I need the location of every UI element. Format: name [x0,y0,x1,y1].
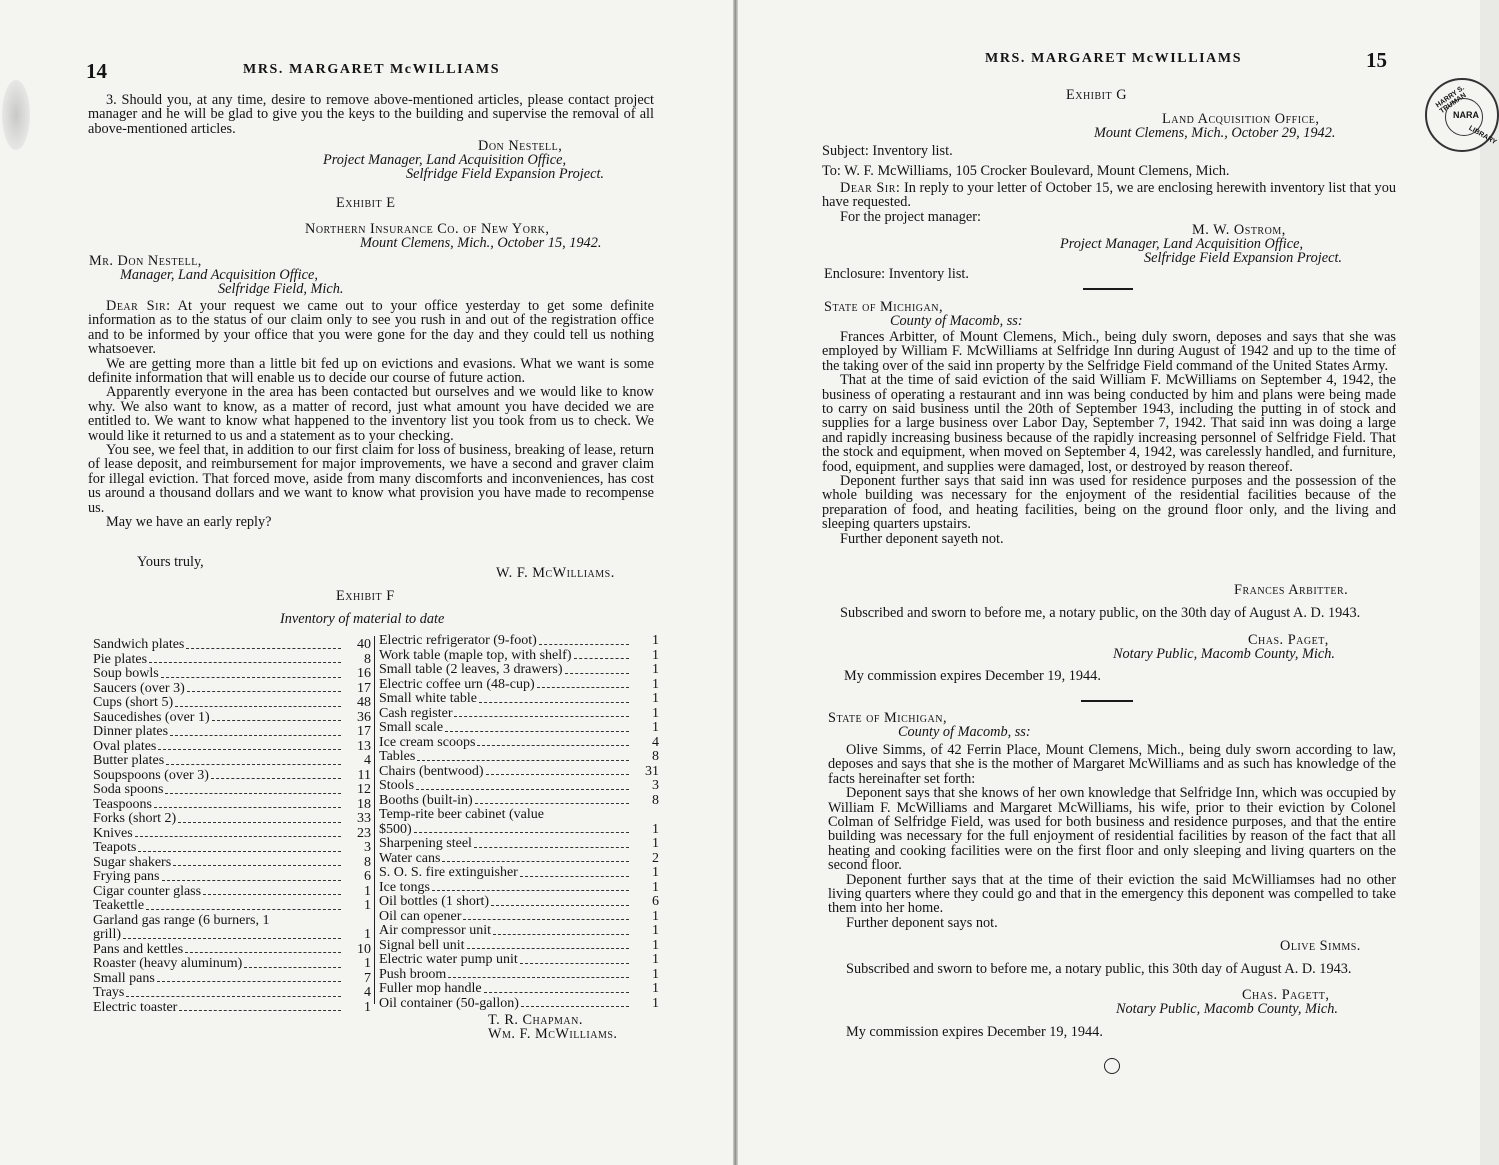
inventory-row [93,653,371,668]
inventory-row [93,798,371,813]
leader-dots [475,803,629,804]
inventory-item-label: Electric water pump unit [379,952,518,967]
inventory-item-label: Electric coffee urn (48-cup) [379,676,535,692]
affidavit-2-p2: Deponent says that she knows of her own knowledge that Selfridge Inn, which was occupied by William F. McWilliams and Margaret McWilliams, his wife, prior to their eviction by Colonel Colman of Selfridge Field, was used for both business and residence purposes, and that the entire building was necessary for the full enjoyment of residential facilities by reason of the fact that all heating and cooking facilities were on the first floor and only sleeping and living quarters on the second floor. [828,785,1396,874]
inventory-item-label: Garland gas range (6 burners, 1 [93,912,270,928]
inventory-row [379,634,659,649]
inventory-item-label: Work table (maple top, with shelf) [379,647,572,663]
inventory-item-label: Cigar counter glass [93,883,202,899]
leader-dots [161,677,341,678]
inventory-row [379,692,659,707]
inventory-item-qty: 8 [652,749,659,764]
affidavit-2-deponent: Olive Simms. [1280,938,1361,954]
leader-dots [126,996,341,997]
item-3-paragraph [88,93,654,136]
leader-dots [165,793,341,794]
leader-dots [212,720,341,721]
inventory-item-qty: 1 [652,633,659,648]
inventory-item-qty: 1 [652,705,659,721]
inventory-row [379,779,659,794]
inventory-item-qty: 1 [652,981,659,996]
inventory-item-label: Soda spoons [93,782,164,797]
inventory-row [379,663,659,678]
affidavit-2-commission: My commission expires December 19, 1944. [846,1024,1103,1040]
leader-dots [432,890,629,891]
right-page [738,0,1480,1165]
inventory-item-label: Temp-rite beer cabinet (value [379,807,544,822]
inventory-item-label: Small pans [93,970,155,986]
inventory-left-column [93,638,371,1015]
inventory-row [379,765,659,780]
inventory-row [379,968,659,983]
inventory-row [93,682,371,697]
leader-dots [574,658,630,659]
signer-project: Selfridge Field Expansion Project. [406,166,604,182]
affidavit-1-notary: Chas. Paget, [1248,632,1329,648]
inventory-row [93,812,371,827]
inventory-item-qty: 1 [364,898,371,913]
stamp-side-text: LIBRARY [1467,124,1498,147]
exhibit-e-p3: Apparently everyone in the area has been contacted but ourselves and we would like to know why. We also want to know, as a matter of record, just what amount you have decided we are entitled to. We want to know what happened to the inventory list you took from us to check. We would like it returned to us and a statement as to your checking. [88,384,654,444]
leader-dots [138,851,341,852]
leader-dots [154,807,341,808]
inventory-row [93,783,371,798]
inventory-item-qty: 33 [357,811,371,826]
leader-dots [186,648,341,649]
inventory-row [379,649,659,664]
inventory-item-label: Air compressor unit [379,923,491,938]
exhibit-e-p4: You see, we feel that, in addition to our first claim for loss of business, breaking of lease, return of lease deposit, and reimbursement for major improvements, we have a second and graver claim for illegal eviction. That forced move, aside from many discomforts and inconveniences, has cost us around a thousand dollars and we want to know what provision you have made to recompense us. [88,442,654,516]
affidavit-2-p1: Olive Simms, of 42 Ferrin Place, Mount Clemens, Mich., being duly sworn according to law, deposes and says that she is the mother of Margaret McWilliams and as such has knowledge of the facts hereinafter set forth: [828,742,1396,787]
inventory-row [379,808,659,823]
inventory-row [379,823,659,838]
leader-dots [135,836,341,837]
stamp-top-text: HARRY S. TRUMAN [1434,84,1468,116]
inventory-row [379,721,659,736]
leader-dots [445,731,629,732]
inventory-item-qty: 1 [652,662,659,677]
inventory-item-label: Sandwich plates [93,637,185,652]
exhibit-e-p2: We are getting more than a little bit fed up on evictions and evasions. What we want is some definite information that will enable us to decide our course of future action. [88,355,654,387]
leader-dots [486,774,629,775]
inventory-item-qty: 13 [357,738,371,754]
affidavit-1-subscribed [822,606,1396,620]
affidavit-2-notary-title: Notary Public, Macomb County, Mich. [1116,1001,1338,1017]
leader-dots [157,981,341,982]
inventory-item-qty: 4 [652,734,659,750]
exhibit-g-to: To: W. F. McWilliams, 105 Crocker Boulevard, Mount Clemens, Mich. [822,163,1230,179]
inventory-item-qty: 48 [357,695,371,710]
affidavit-1-state: State of Michigan, [824,299,944,315]
affidavit-2-p4: Further deponent says not. [846,914,998,931]
addressee-name: Mr. Don Nestell, [89,253,202,269]
inventory-row [93,841,371,856]
affidavit-1-p2: That at the time of said eviction of the said William F. McWilliams on September 4, 1942, the business of operating a restaurant and inn was being conducted by him and plans were being made to carry on said business until the 20th of September 1943, including the putting in of stock and supplies for a large business over Labor Day, September 7, 1942. That said inn was doing a large and rapidly increasing business because of the rapidly increasing personnel of Selfridge Field. That the stock and equipment, when moved on September 4, 1942, was carelessly handled, and furniture, food, equipment, and supplies were damaged, lost, or destroyed by reason thereof. [822,372,1396,475]
leader-dots [178,822,341,823]
leader-dots [158,749,341,750]
affidavit-2-county: County of Macomb, ss: [898,724,1031,740]
inventory-item-label: grill) [93,927,121,942]
inventory-item-qty: 1 [652,865,659,880]
inventory-row [93,754,371,769]
inventory-item-label: Knives [93,825,133,841]
inventory-row [93,711,371,726]
leader-dots [479,702,629,703]
inventory-item-qty: 1 [652,720,659,735]
inventory-item-label: Electric toaster [93,999,178,1015]
leader-dots [467,948,629,949]
inventory-row [93,972,371,987]
inventory-row [379,881,659,896]
leader-dots [123,938,341,939]
affidavit-1-county: County of Macomb, ss: [890,313,1023,329]
exhibit-g-body [822,181,1396,224]
inventory-item-label: Small scale [379,720,444,735]
leader-dots [173,865,341,866]
leader-dots [491,905,629,906]
leader-dots [565,673,630,674]
left-page [0,0,735,1165]
exhibit-g-place-date: Mount Clemens, Mich., October 29, 1942. [1094,125,1336,141]
inventory-item-qty: 4 [364,985,371,1000]
exhibit-g-for-line: For the project manager: [840,208,981,225]
inventory-row [93,914,371,929]
leader-dots [179,1010,341,1011]
section-divider [1083,288,1133,290]
inventory-item-qty: 40 [357,637,371,652]
inventory-item-qty: 11 [357,767,371,783]
page-number: 15 [1366,48,1387,72]
inventory-item-label: Teakettle [93,898,145,913]
leader-dots [170,735,341,736]
inventory-row [93,638,371,653]
inventory-divider [374,636,375,1004]
exhibit-e-heading: Exhibit E [336,195,396,211]
inventory-row [379,939,659,954]
inventory-row [379,866,659,881]
inventory-item-qty: 1 [652,995,659,1011]
inventory-row [379,750,659,765]
inventory-item-label: Oval plates [93,738,157,754]
inventory-item-qty: 1 [652,879,659,895]
inventory-item-label: $500) [379,821,412,837]
exhibit-e-org: Northern Insurance Co. of New York, [305,221,550,237]
stamp-center-text: NARA [1453,110,1479,120]
inventory-item-qty: 1 [652,908,659,924]
inventory-item-qty: 17 [357,680,371,696]
inventory-item-qty: 16 [357,666,371,681]
inventory-item-qty: 1 [652,691,659,706]
inventory-item-qty: 17 [357,724,371,739]
inventory-item-label: Soup bowls [93,666,159,681]
inventory-row [93,943,371,958]
inventory-item-qty: 23 [357,825,371,841]
inventory-row [93,986,371,1001]
exhibit-e-p5: May we have an early reply? [106,514,272,531]
inventory-row [379,910,659,925]
leader-dots [484,992,629,993]
inventory-item-label: S. O. S. fire extinguisher [379,865,518,880]
exhibit-g-subject: Subject: Inventory list. [822,143,953,159]
inventory-item-qty: 1 [652,937,659,953]
inventory-item-qty: 1 [652,952,659,967]
leader-dots [162,880,342,881]
leader-dots [187,691,341,692]
inventory-row [93,957,371,972]
inventory-item-qty: 18 [357,796,371,812]
inventory-item-label: Cups (short 5) [93,695,174,710]
inventory-item-qty: 3 [652,778,659,793]
affidavit-2-p3: Deponent further says that at the time of their eviction the said McWilliamses had no other living quarters where they could go and that in the emergency this deponent was compelled to take them into her home. [828,871,1396,917]
inventory-item-qty: 12 [357,782,371,797]
inventory-row [379,678,659,693]
running-head: MRS. MARGARET McWILLIAMS [243,62,501,77]
inventory-item-label: Saucers (over 3) [93,680,185,696]
inventory-item-label: Booths (built-in) [379,792,473,808]
inventory-item-label: Sharpening steel [379,836,472,851]
circle-mark [1104,1058,1120,1074]
signer-title: Project Manager, Land Acquisition Office, [323,152,567,168]
inventory-item-label: Ice cream scoops [379,734,476,750]
inventory-item-qty: 36 [357,709,371,725]
inventory-item-label: Pie plates [93,651,148,667]
leader-dots [185,952,341,953]
inventory-row [379,837,659,852]
page-number: 14 [86,59,107,83]
inventory-item-label: Oil bottles (1 short) [379,894,490,909]
inventory-row [379,794,659,809]
exhibit-g-body-text [822,181,1396,210]
inventory-row [93,885,371,900]
exhibit-e-body [88,299,654,530]
inventory-item-label: Ice tongs [379,879,430,895]
page-smudge [2,80,30,150]
inventory-item-qty: 1 [364,927,371,942]
inventory-row [93,899,371,914]
inventory-row [379,982,659,997]
inventory-item-label: Teaspoons [93,796,152,812]
inventory-item-label: Electric refrigerator (9-foot) [379,633,537,648]
library-stamp [1425,78,1499,152]
inventory-row [379,924,659,939]
inventory-item-label: Sugar shakers [93,854,172,870]
salutation: Dear Sir: [840,180,901,196]
inventory-item-label: Push broom [379,966,447,982]
leader-dots [203,894,341,895]
exhibit-g-office: Land Acquisition Office, [1162,111,1320,127]
inventory-item-qty: 1 [364,956,371,971]
inventory-item-label: Frying pans [93,869,160,884]
leader-dots [474,847,629,848]
affidavit-2-notary: Chas. Pagett, [1242,987,1330,1003]
inventory-item-qty: 1 [652,923,659,938]
running-head: MRS. MARGARET McWILLIAMS [985,51,1243,66]
inventory-signature-2: Wm. F. McWilliams. [488,1026,618,1042]
exhibit-e-p1 [88,299,654,357]
exhibit-g-enclosure: Enclosure: Inventory list. [824,266,969,282]
leader-dots [463,919,629,920]
inventory-item-qty: 1 [652,836,659,851]
leader-dots [244,967,341,968]
inventory-item-label: Small white table [379,691,477,706]
exhibit-e-place-date: Mount Clemens, Mich., October 15, 1942. [360,235,602,251]
inventory-row [93,827,371,842]
inventory-item-label: Fuller mop handle [379,981,482,996]
inventory-row [379,953,659,968]
inventory-row [93,740,371,755]
exhibit-g-heading: Exhibit G [1066,87,1128,103]
affidavit-1-deponent: Frances Arbitter. [1234,582,1349,598]
affidavit-1-commission: My commission expires December 19, 1944. [844,668,1101,684]
inventory-item-qty: 4 [364,753,371,768]
exhibit-e-signature: W. F. McWilliams. [496,565,615,581]
inventory-item-qty: 10 [357,941,371,957]
leader-dots [520,963,629,964]
affidavit-2-subscribed-text: Subscribed and sworn to before me, a notary public, this 30th day of August A. D. 1943. [846,961,1352,977]
addressee-title: Manager, Land Acquisition Office, [120,267,318,283]
inventory-item-label: Forks (short 2) [93,811,177,826]
salutation: Dear Sir: [106,298,171,314]
item-3-text: 3. Should you, at any time, desire to remove above-mentioned articles, please contact project manager and he will be glad to give you the keys to the building and supervise the removal of all above-mentioned articles. [88,92,654,137]
leader-dots [166,764,341,765]
exhibit-f-subtitle: Inventory of material to date [280,611,445,627]
inventory-item-qty: 7 [364,970,371,986]
inventory-item-qty: 8 [364,651,371,667]
exhibit-g-signer-name: M. W. Ostrom, [1192,222,1286,238]
inventory-item-qty: 1 [652,966,659,982]
exhibit-e-p1-text: At your request we came out to your office yesterday to get some definite information as to the status of our claim only to see you rush in and out of the registration office and to be informed by your office that you were gone for the day and they could tell us nothing whatsoever. [88,298,654,358]
signer-name: Don Nestell, [478,138,563,154]
inventory-row [379,895,659,910]
exhibit-f-heading: Exhibit F [336,588,395,604]
affidavit-1-p4: Further deponent sayeth not. [840,530,1004,547]
inventory-row [379,707,659,722]
exhibit-g-signer-title: Project Manager, Land Acquisition Office, [1060,236,1304,252]
inventory-item-qty: 31 [645,763,659,779]
inventory-item-qty: 2 [652,850,659,866]
leader-dots [539,644,629,645]
affidavit-2-subscribed [828,962,1396,976]
inventory-item-qty: 1 [364,999,371,1015]
inventory-right-column [379,634,659,1011]
leader-dots [414,832,629,833]
affidavit-1-p1: Frances Arbitter, of Mount Clemens, Mich., being duly sworn, deposes and says that she was employed by William F. McWilliams at Selfridge Inn during August of 1942 and up to the time of the taking over of the said inn property by the Selfridge Field command of the United States Army. [822,329,1396,374]
affidavit-2-state: State of Michigan, [828,710,948,726]
inventory-item-qty: 1 [364,883,371,899]
inventory-row [379,997,659,1012]
inventory-item-label: Butter plates [93,753,165,768]
inventory-item-qty: 1 [652,647,659,663]
inventory-item-label: Roaster (heavy aluminum) [93,956,243,971]
inventory-item-qty: 8 [364,854,371,870]
section-divider [1081,700,1133,702]
inventory-item-label: Soupspoons (over 3) [93,767,209,783]
inventory-row [93,696,371,711]
leader-dots [416,789,629,790]
inventory-item-qty: 6 [364,869,371,884]
affidavit-1-subscribed-text: Subscribed and sworn to before me, a notary public, on the 30th day of August A. D. 1943. [840,605,1361,621]
inventory-row [93,667,371,682]
leader-dots [520,876,629,877]
leader-dots [477,745,629,746]
affidavit-1-notary-title: Notary Public, Macomb County, Mich. [1113,646,1335,662]
inventory-item-qty: 6 [652,894,659,909]
inventory-item-label: Dinner plates [93,724,169,739]
closing: Yours truly, [137,554,204,570]
leader-dots [454,716,629,717]
inventory-signature-1: T. R. Chapman. [488,1012,583,1028]
affidavit-1-p3: Deponent further says that said inn was used for residence purposes and the possession of the whole building was necessary for the enjoyment of the residential facilities because of the preparation of food, and heating facilities, being on the ground floor only, and the living and sleeping quarters upstairs. [822,473,1396,533]
inventory-item-label: Tables [379,749,416,764]
affidavit-1-body [822,330,1396,546]
inventory-item-qty: 1 [652,676,659,692]
leader-dots [537,687,629,688]
affidavit-2-body [828,743,1396,930]
inventory-item-label: Chairs (bentwood) [379,763,484,779]
inventory-item-label: Teapots [93,840,137,855]
inventory-item-label: Oil container (50-gallon) [379,995,519,1011]
inventory-item-label: Water cans [379,850,441,866]
inventory-item-label: Saucedishes (over 1) [93,709,210,725]
inventory-item-qty: 3 [364,840,371,855]
leader-dots [417,760,629,761]
inventory-item-label: Pans and kettles [93,941,184,957]
inventory-item-label: Oil can opener [379,908,462,924]
inventory-item-label: Signal bell unit [379,937,465,953]
exhibit-g-body-content: In reply to your letter of October 15, we are enclosing herewith inventory list that you have requested. [822,180,1396,211]
inventory-row [93,769,371,784]
inventory-row [379,736,659,751]
leader-dots [211,778,341,779]
inventory-item-qty: 1 [652,821,659,837]
inventory-item-qty: 8 [652,792,659,808]
leader-dots [521,1006,629,1007]
inventory-row [93,928,371,943]
exhibit-g-signer-project: Selfridge Field Expansion Project. [1144,250,1342,266]
leader-dots [149,662,341,663]
addressee-place: Selfridge Field, Mich. [218,281,344,297]
inventory-row [93,856,371,871]
inventory-item-label: Cash register [379,705,453,721]
leader-dots [493,934,629,935]
inventory-row [93,1001,371,1016]
leader-dots [448,977,629,978]
leader-dots [146,909,341,910]
leader-dots [175,706,341,707]
inventory-row [93,870,371,885]
leader-dots [442,861,629,862]
inventory-row [93,725,371,740]
inventory-item-label: Small table (2 leaves, 3 drawers) [379,662,563,677]
inventory-row [379,852,659,867]
inventory-item-label: Trays [93,985,125,1000]
inventory-item-label: Stools [379,778,415,793]
